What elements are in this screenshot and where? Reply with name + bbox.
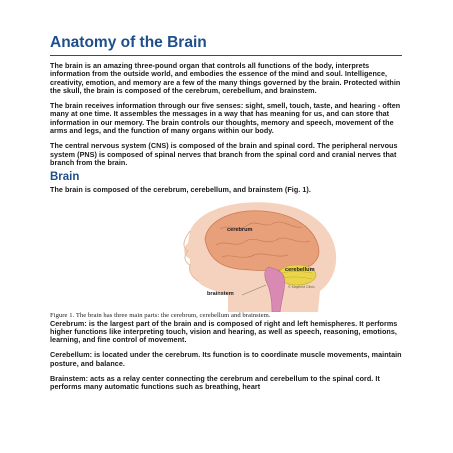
cerebellum-label: cerebellum bbox=[285, 266, 315, 273]
intro-paragraph-3: The central nervous system (CNS) is composed of the brain and spinal cord. The peripheral nervous system (PNS) is composed of spinal nerves that branch from the spinal cord and cranial nerves that branch from the brain. bbox=[50, 141, 398, 167]
cerebrum-label: cerebrum bbox=[227, 226, 253, 233]
cerebellum-paragraph: Cerebellum: is located under the cerebrum. Its function is to coordinate muscle movements, maintain posture, and balance. bbox=[50, 350, 402, 368]
figure-caption: Figure 1. The brain has three main parts: the cerebrum, cerebellum and brainstem. bbox=[50, 311, 271, 319]
section-heading: Brain bbox=[50, 171, 80, 184]
brainstem-paragraph: Brainstem: acts as a relay center connecting the cerebrum and cerebellum to the spinal cord. It performs many automatic functions such as breathing, heart bbox=[50, 374, 380, 392]
brainstem-label: brainstem bbox=[207, 290, 234, 297]
cerebrum-paragraph: Cerebrum: is the largest part of the brain and is composed of right and left hemispheres. It performs higher functions like interpreting touch, vision and hearing, as well as speech, reasoning, emotions, learning, and fine control of movement. bbox=[50, 318, 398, 345]
brain-figure bbox=[50, 199, 402, 312]
intro-paragraph-1: The brain is an amazing three-pound organ that controls all functions of the body, interprets information from the outside world, and embodies the essence of the mind and soul. Intelligence, creativity, emotion, and memory are a few of the many things governed by the brain. Protected within the skull, the brain is composed of the cerebrum, cerebellum, and brainstem. bbox=[50, 61, 401, 95]
intro-paragraph-2: The brain receives information through our five senses: sight, smell, touch, taste, and hearing - often many at one time. It assembles the messages in a way that has meaning for us, and can store that information in our memory. The brain controls our thoughts, memory and speech, movement of the arms and legs, and the function of many organs within our body. bbox=[50, 101, 401, 136]
section-intro: The brain is composed of the cerebrum, cerebellum, and brainstem (Fig. 1). bbox=[50, 185, 311, 195]
copyright-label: © Mayfield Clinic bbox=[288, 284, 315, 289]
document-page bbox=[50, 34, 402, 392]
page-title: Anatomy of the Brain bbox=[50, 34, 207, 51]
title-divider bbox=[50, 55, 402, 56]
